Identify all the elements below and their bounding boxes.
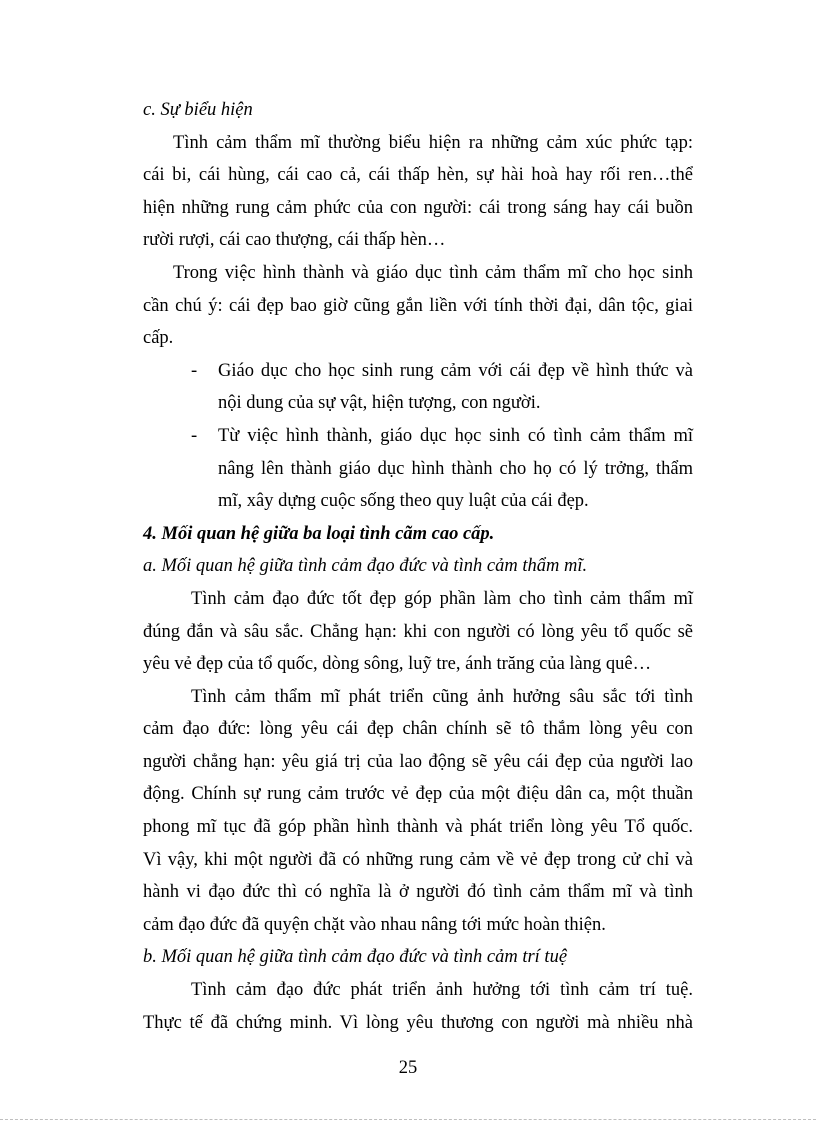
text-line: Tình cảm đạo đức tốt đẹp góp phần làm cho tình cảm thẩm mĩ — [191, 588, 693, 609]
text-line: động. Chính sự rung cảm trước vẻ đẹp của một điệu dân ca, một thuần — [143, 784, 693, 805]
text-line: phong mĩ tục đã góp phần hình thành và phát triển lòng yêu Tổ quốc. — [143, 817, 693, 838]
text-line: hiện những rung cảm phức của con người: cái trong sáng hay cái buồn — [143, 197, 693, 218]
text-line: cấp. — [143, 328, 174, 349]
text-line: Trong việc hình thành và giáo dục tình cảm thẩm mĩ cho học sinh — [173, 262, 693, 283]
text-line: mĩ, xây dựng cuộc sống theo quy luật của cái đẹp. — [218, 491, 589, 512]
text-line: nâng lên thành giáo dục hình thành cho họ có lý trởng, thẩm — [218, 458, 693, 479]
text-line: người chẳng hạn: yêu giá trị của lao động sẽ yêu cái đẹp của người lao — [143, 751, 693, 772]
bullet-dash: - — [191, 360, 198, 381]
text-line: cần chú ý: cái đẹp bao giờ cũng gắn liền với tính thời đại, dân tộc, giai — [143, 295, 693, 316]
page-body — [143, 94, 693, 1039]
page-number: 25 — [398, 1058, 418, 1078]
section-a-paragraph-2 — [143, 681, 693, 942]
text-line: cái bi, cái hùng, cái cao cả, cái thấp hèn, sự hài hoà hay rối ren…thể — [143, 165, 693, 186]
text-line: đúng đắn và sâu sắc. Chẳng hạn: khi con người có lòng yêu tổ quốc sẽ — [143, 621, 693, 642]
section-c-heading: c. Sự biểu hiện — [143, 100, 253, 120]
text-line: yêu vẻ đẹp của tổ quốc, dòng sông, luỹ tre, ánh trăng của làng quê… — [143, 654, 652, 675]
page-bottom-divider — [0, 1119, 816, 1120]
bullet-spacer — [143, 453, 218, 486]
text-line: rười rượi, cái cao thượng, cái thấp hèn… — [143, 230, 446, 251]
text-line: nội dung của sự vật, hiện tượng, con người. — [218, 393, 541, 414]
text-line: Từ việc hình thành, giáo dục học sinh có tình cảm thẩm mĩ — [218, 425, 693, 446]
text-line: Vì vậy, khi một người đã có những rung cảm về vẻ đẹp trong cử chỉ và — [143, 849, 693, 870]
section-a-heading: a. Mối quan hệ giữa tình cảm đạo đức và tình cảm thẩm mĩ. — [143, 556, 588, 577]
text-line: Tình cảm thẩm mĩ phát triển cũng ảnh hưởng sâu sắc tới tình — [191, 686, 693, 707]
list-item-continuation — [143, 453, 693, 486]
section-c-paragraph-2 — [143, 257, 693, 355]
bullet-dash: - — [191, 425, 198, 446]
text-line: cảm đạo đức đã quyện chặt vào nhau nâng tới mức hoàn thiện. — [143, 914, 606, 935]
section-a-paragraph-1 — [143, 583, 693, 681]
list-item — [143, 355, 693, 388]
text-line: hành vi đạo đức thì có nghĩa là ở người đó tình cảm thẩm mĩ và tình — [143, 882, 693, 903]
text-line: Thực tế đã chứng minh. Vì lòng yêu thương con người mà nhiều nhà — [143, 1012, 693, 1033]
section-c-paragraph-1 — [143, 127, 693, 257]
text-line: cảm đạo đức: lòng yêu cái đẹp chân chính sẽ tô thắm lòng yêu con — [143, 719, 693, 740]
section-b-paragraph-1 — [143, 974, 693, 1039]
bullet-list — [143, 355, 693, 518]
text-line: Tình cảm đạo đức phát triển ảnh hưởng tới tình cảm trí tuệ. — [191, 980, 693, 1001]
text-line: Giáo dục cho học sinh rung cảm với cái đẹp về hình thức và — [218, 360, 693, 381]
section-4-heading: 4. Mối quan hệ giữa ba loại tình cãm cao cấp. — [143, 523, 495, 544]
section-b-heading: b. Mối quan hệ giữa tình cảm đạo đức và tình cảm trí tuệ — [143, 947, 568, 968]
text-line: Tình cảm thẩm mĩ thường biểu hiện ra những cảm xúc phức tạp: — [173, 132, 693, 153]
list-item — [143, 420, 693, 453]
